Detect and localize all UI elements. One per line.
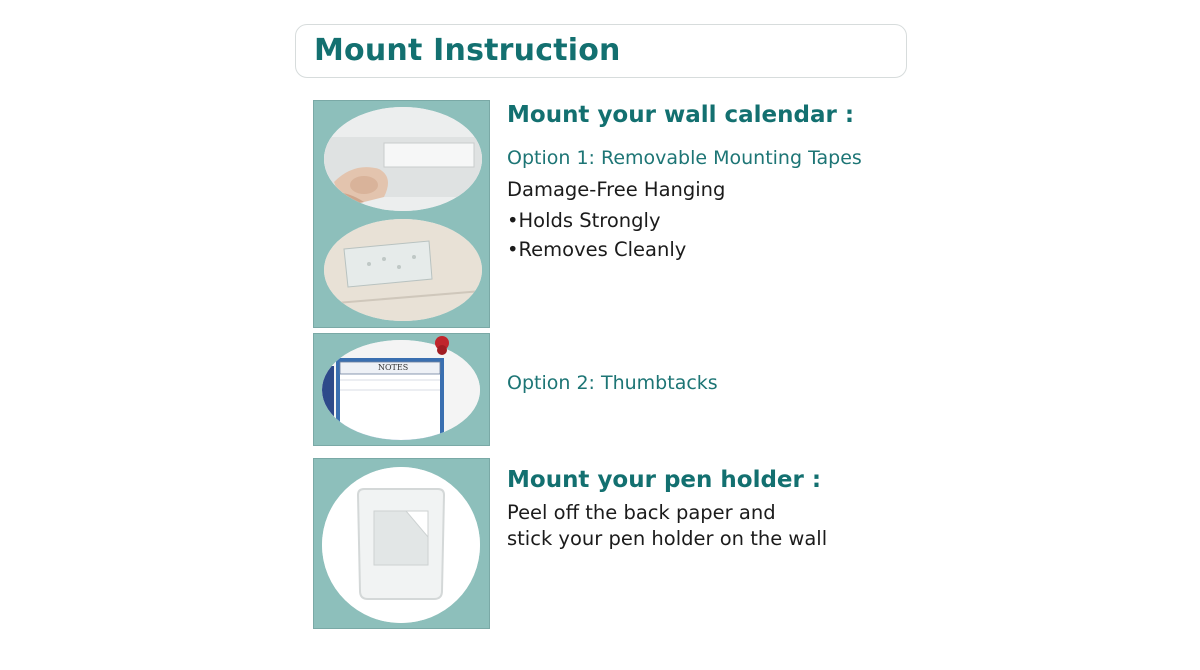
damage-free-subheading: Damage-Free Hanging <box>507 178 726 201</box>
bullet-holds-strongly: •Holds Strongly <box>507 209 661 232</box>
option-1-label: Option 1: Removable Mounting Tapes <box>507 147 862 169</box>
pen-holder-line-1: Peel off the back paper and <box>507 501 776 524</box>
pen-holder-photo-icon <box>322 467 480 623</box>
tape-image-panel <box>313 100 490 328</box>
tape-strip-photo-icon <box>324 219 482 321</box>
bullet-removes-cleanly: •Removes Cleanly <box>507 238 687 261</box>
option-2-label: Option 2: Thumbtacks <box>507 372 718 394</box>
pen-holder-heading: Mount your pen holder : <box>507 467 822 493</box>
thumbtack-notes-photo-icon <box>322 340 480 440</box>
title-box <box>295 24 907 78</box>
notes-label: NOTES <box>378 363 409 372</box>
page-title: Mount Instruction <box>314 33 621 68</box>
thumbtack-base-icon <box>437 345 447 355</box>
pen-holder-image-panel <box>313 458 490 629</box>
pen-holder-line-2: stick your pen holder on the wall <box>507 527 828 550</box>
calendar-heading: Mount your wall calendar : <box>507 102 855 128</box>
thumbtack-image-panel <box>313 333 490 446</box>
tape-photo-icon <box>324 107 482 211</box>
